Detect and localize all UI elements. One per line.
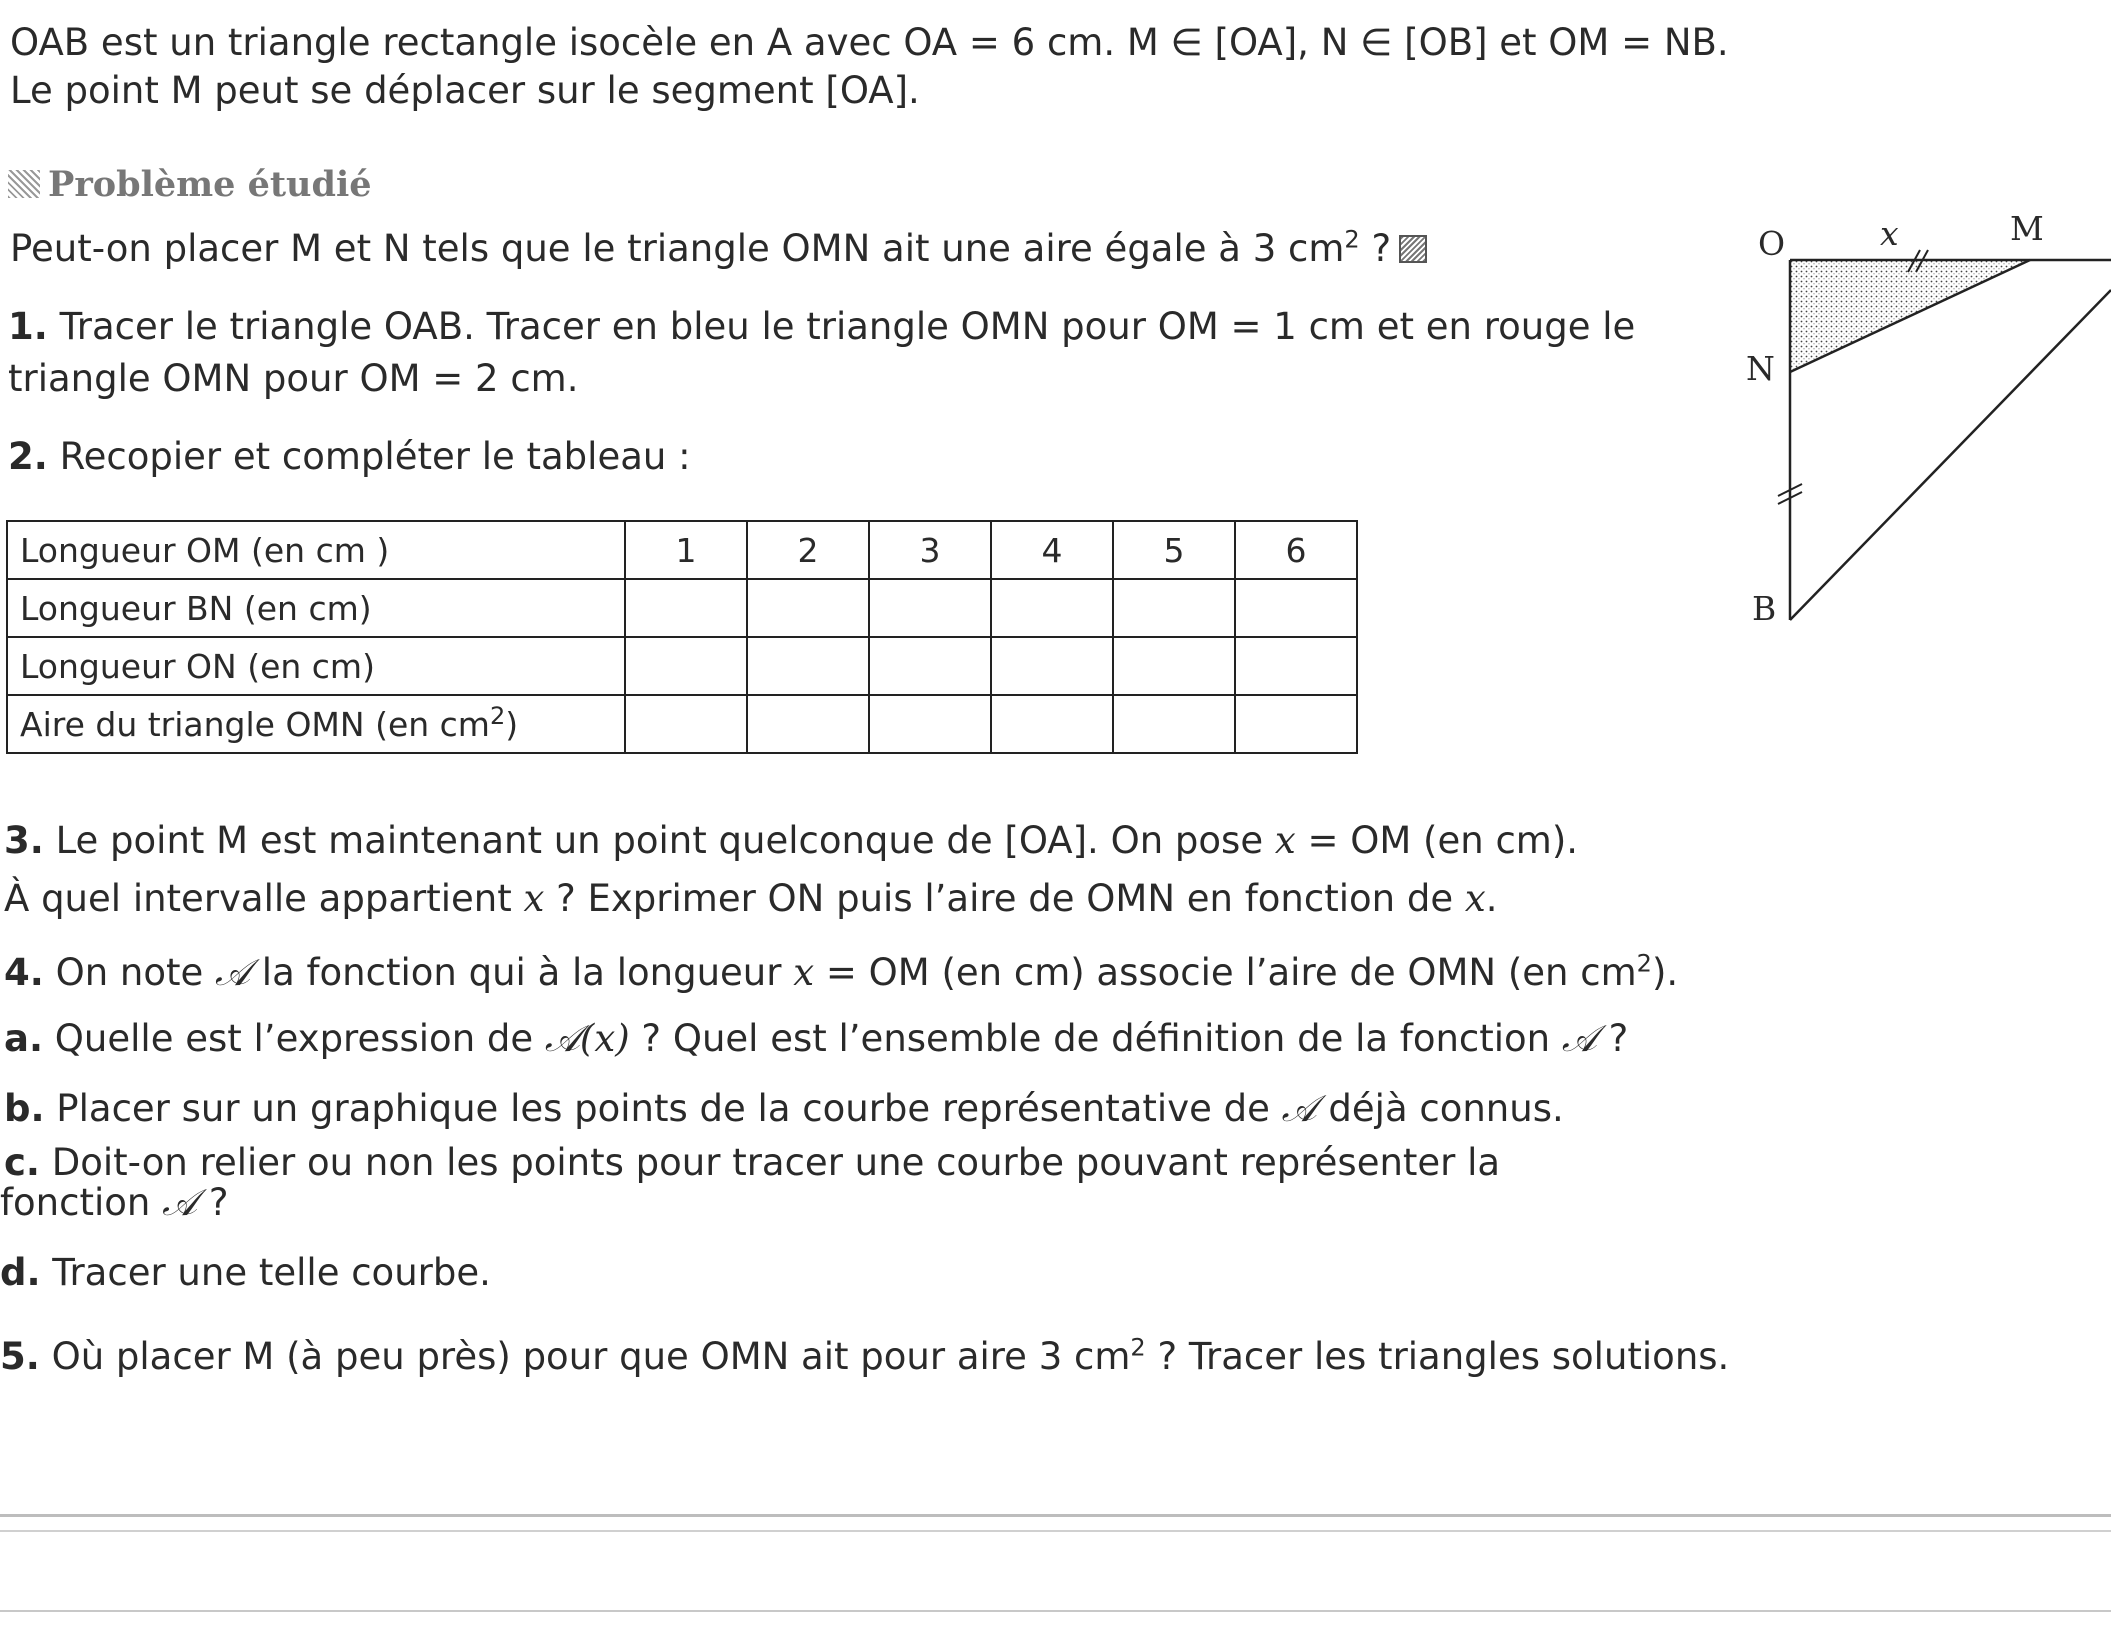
problem-heading <box>8 164 372 205</box>
problem-heading-text: Problème étudié <box>48 164 372 205</box>
table-cell: 3 <box>869 521 991 579</box>
question-2 <box>8 434 691 480</box>
table-cell <box>747 637 869 695</box>
table-cell <box>1235 579 1357 637</box>
table-cell: 2 <box>747 521 869 579</box>
table-cell: 4 <box>991 521 1113 579</box>
pencil-icon <box>8 170 40 198</box>
table-cell <box>869 695 991 753</box>
table-cell <box>1235 695 1357 753</box>
label-n: N <box>1746 349 1775 388</box>
question-5-number: 5. <box>0 1335 40 1378</box>
exercise-marker-icon <box>1399 235 1427 263</box>
label-b: B <box>1752 589 1777 628</box>
question-4d: d. Tracer une telle courbe. <box>0 1251 491 1294</box>
question-4c-line-2: fonction 𝒜 ? <box>0 1181 229 1224</box>
question-4c-line-1: c. Doit-on relier ou non les points pour tracer une courbe pouvant représenter la <box>4 1141 1501 1184</box>
question-3-line-2: À quel intervalle appartient x ? Exprimer ON puis l’aire de OMN en fonction de x. <box>4 877 1498 920</box>
table-cell <box>1113 637 1235 695</box>
question-4-number: 4. <box>4 951 44 994</box>
table-cell <box>625 695 747 753</box>
table-cell <box>747 695 869 753</box>
triangle-diagram <box>1730 210 2111 640</box>
table-row <box>7 521 1357 579</box>
table-cell: 5 <box>1113 521 1235 579</box>
table-row-label: Longueur OM (en cm ) <box>7 521 625 579</box>
table-row <box>7 637 1357 695</box>
table-cell <box>625 579 747 637</box>
question-3-line-1: 3. Le point M est maintenant un point quelconque de [OA]. On pose x = OM (en cm). <box>4 819 1579 862</box>
table-row-label: Longueur BN (en cm) <box>7 579 625 637</box>
problem-question-end: ? <box>1359 227 1392 270</box>
question-2-number: 2. <box>8 435 48 478</box>
table-cell <box>869 579 991 637</box>
question-4b: b. Placer sur un graphique les points de la courbe représentative de 𝒜 déjà connus. <box>4 1087 1564 1130</box>
table-cell <box>1113 579 1235 637</box>
intro-line-1: OAB est un triangle rectangle isocèle en A avec OA = 6 cm. M ∈ [OA], N ∈ [OB] et OM = NB. <box>10 21 1729 64</box>
label-m: M <box>2010 210 2044 248</box>
table-cell <box>869 637 991 695</box>
question-1-line-1 <box>8 304 1635 350</box>
label-x: x <box>1880 214 1899 253</box>
question-5: 5. Où placer M (à peu près) pour que OMN ait pour aire 3 $cm^2$ ? Tracer les triangles solutions. <box>0 1333 1730 1378</box>
table-cell <box>1113 695 1235 753</box>
problem-question <box>10 226 1427 272</box>
question-1-line-2: triangle OMN pour OM = 2 cm. <box>8 357 579 400</box>
table-cell <box>991 637 1113 695</box>
bottom-rule <box>0 1530 2111 1532</box>
table-row-label: Longueur ON (en cm) <box>7 637 625 695</box>
intro-line-2: Le point M peut se déplacer sur le segment [OA]. <box>10 69 920 112</box>
bottom-rule <box>0 1514 2111 1517</box>
table-row <box>7 695 1357 753</box>
table-cell: 6 <box>1235 521 1357 579</box>
problem-question-text: Peut-on placer M et N tels que le triangle OMN ait une aire égale à 3 cm <box>10 227 1345 270</box>
question-4: 4. On note 𝒜 la fonction qui à la longueur x = OM (en cm) associe l’aire de OMN (en $cm^2$). <box>4 949 1679 994</box>
table-cell <box>991 695 1113 753</box>
question-3-number: 3. <box>4 819 44 862</box>
problem-question-sup: 2 <box>1344 225 1360 254</box>
question-1-number: 1. <box>8 305 48 348</box>
table-row <box>7 579 1357 637</box>
table-row-label: Aire du triangle OMN (en $cm^2$) <box>7 695 625 753</box>
bottom-rule <box>0 1610 2111 1612</box>
values-table <box>6 520 1358 754</box>
question-4a: a. Quelle est l’expression de 𝒜(x) ? Quel est l’ensemble de définition de la fonction 𝒜 ? <box>4 1017 1629 1060</box>
triangle-figure <box>1730 210 2111 640</box>
table-cell <box>1235 637 1357 695</box>
question-2-text: Recopier et compléter le tableau : <box>47 435 691 478</box>
question-1-text: Tracer le triangle OAB. Tracer en bleu le triangle OMN pour OM = 1 cm et en rouge le <box>47 305 1636 348</box>
table-cell <box>625 637 747 695</box>
table-cell <box>747 579 869 637</box>
table-cell <box>991 579 1113 637</box>
table-cell: 1 <box>625 521 747 579</box>
label-o: O <box>1758 224 1786 263</box>
